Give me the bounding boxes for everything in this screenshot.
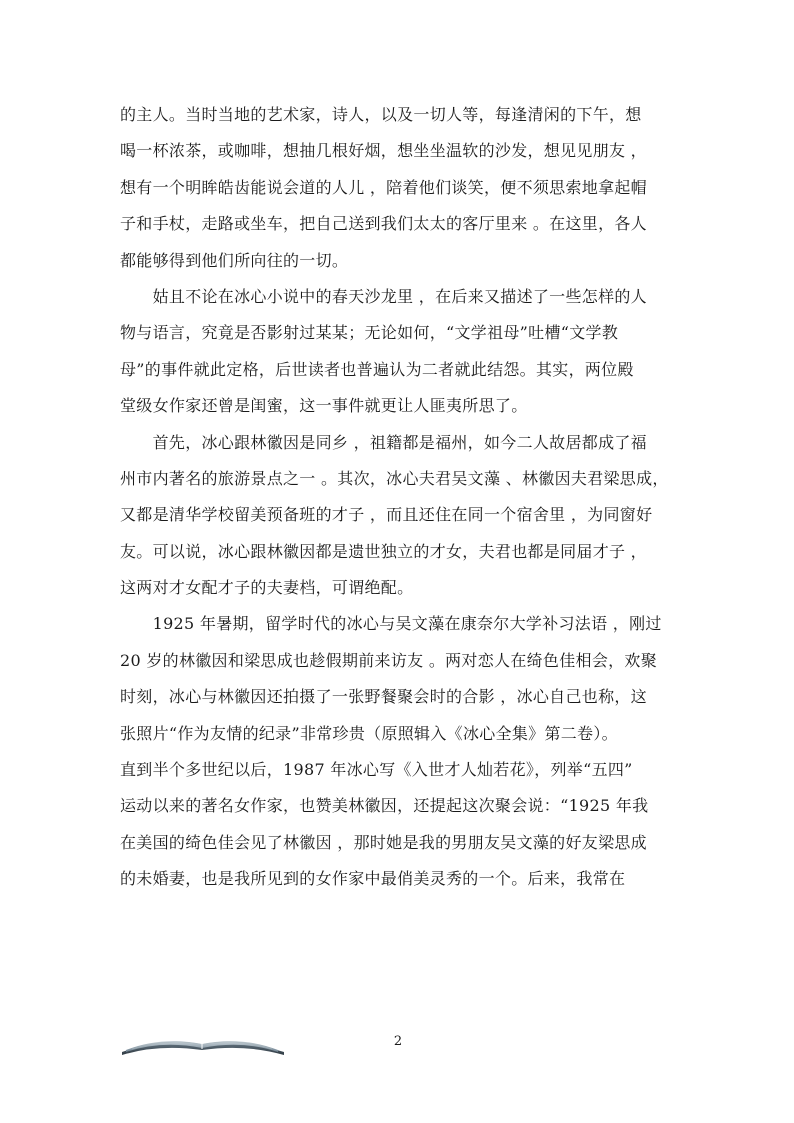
open-book-icon <box>118 1030 288 1056</box>
text-line: 这两对才女配才子的夫妻档，可谓绝配。 <box>120 578 414 598</box>
text-line: 州市内著名的旅游景点之一 。其次，冰心夫君吴文藻 、林徽因夫君梁思成， <box>120 468 669 488</box>
text-line: 张照片“作为友情的纪录”非常珍贵（原照辑入《冰心全集》第二卷）。 <box>120 723 618 743</box>
text-line: 又都是清华学校留美预备班的才子 ，而且还住在同一个宿舍里 ，为同窗好 <box>120 505 653 525</box>
text-line: 首先，冰心跟林徽因是同乡 ，祖籍都是福州，如今二人故居都成了福 <box>120 432 647 452</box>
text-line: 姑且不论在冰心小说中的春天沙龙里 ，在后来又描述了一些怎样的人 <box>120 286 647 306</box>
text-line: 堂级女作家还曾是闺蜜，这一事件就更让人匪夷所思了。 <box>120 396 528 416</box>
text-line: 喝一杯浓茶，或咖啡，想抽几根好烟，想坐坐温软的沙发，想见见朋友 ， <box>120 141 647 161</box>
text-line: 都能够得到他们所向往的一切。 <box>120 250 349 270</box>
text-line: 直到半个多世纪以后，1987 年冰心写《入世才人灿若花》，列举“五四” <box>120 760 633 780</box>
text-line: 1925 年暑期，留学时代的冰心与吴文藻在康奈尔大学补习法语 ，刚过 <box>120 614 662 634</box>
text-line: 时刻，冰心与林徽因还拍摄了一张野餐聚会时的合影 ，冰心自己也称，这 <box>120 687 647 707</box>
text-line: 友。可以说，冰心跟林徽因都是遗世独立的才女，夫君也都是同届才子 ， <box>120 541 647 561</box>
text-line: 的主人。当时当地的艺术家，诗人，以及一切人等，每逢清闲的下午，想 <box>120 105 642 124</box>
text-line: 20 岁的林徽因和梁思成也趁假期前来访友 。两对恋人在绮色佳相会，欢聚 <box>120 650 658 670</box>
text-line: 运动以来的著名女作家，也赞美林徽因，还提起这次聚会说：“1925 年我 <box>120 796 649 816</box>
body-text <box>120 97 676 898</box>
text-line: 母”的事件就此定格，后世读者也普遍认为二者就此结怨。其实，两位殿 <box>120 359 634 379</box>
page-number: 2 <box>393 1034 403 1049</box>
page-footer <box>0 1030 794 1070</box>
text-line: 想有一个明眸皓齿能说会道的人儿 ，陪着他们谈笑，便不须思索地拿起帽 <box>120 177 647 197</box>
text-line: 的未婚妻，也是我所见到的女作家中最俏美灵秀的一个。后来，我常在 <box>120 869 626 889</box>
text-line: 在美国的绮色佳会见了林徽因 ，那时她是我的男朋友吴文藻的好友梁思成 <box>120 832 647 852</box>
text-line: 子和手杖，走路或坐车，把自己送到我们太太的客厅里来 。在这里，各人 <box>120 214 647 234</box>
text-line: 物与语言，究竟是否影射过某某；无论如何，“文学祖母”吐槽“文学教 <box>120 323 619 343</box>
